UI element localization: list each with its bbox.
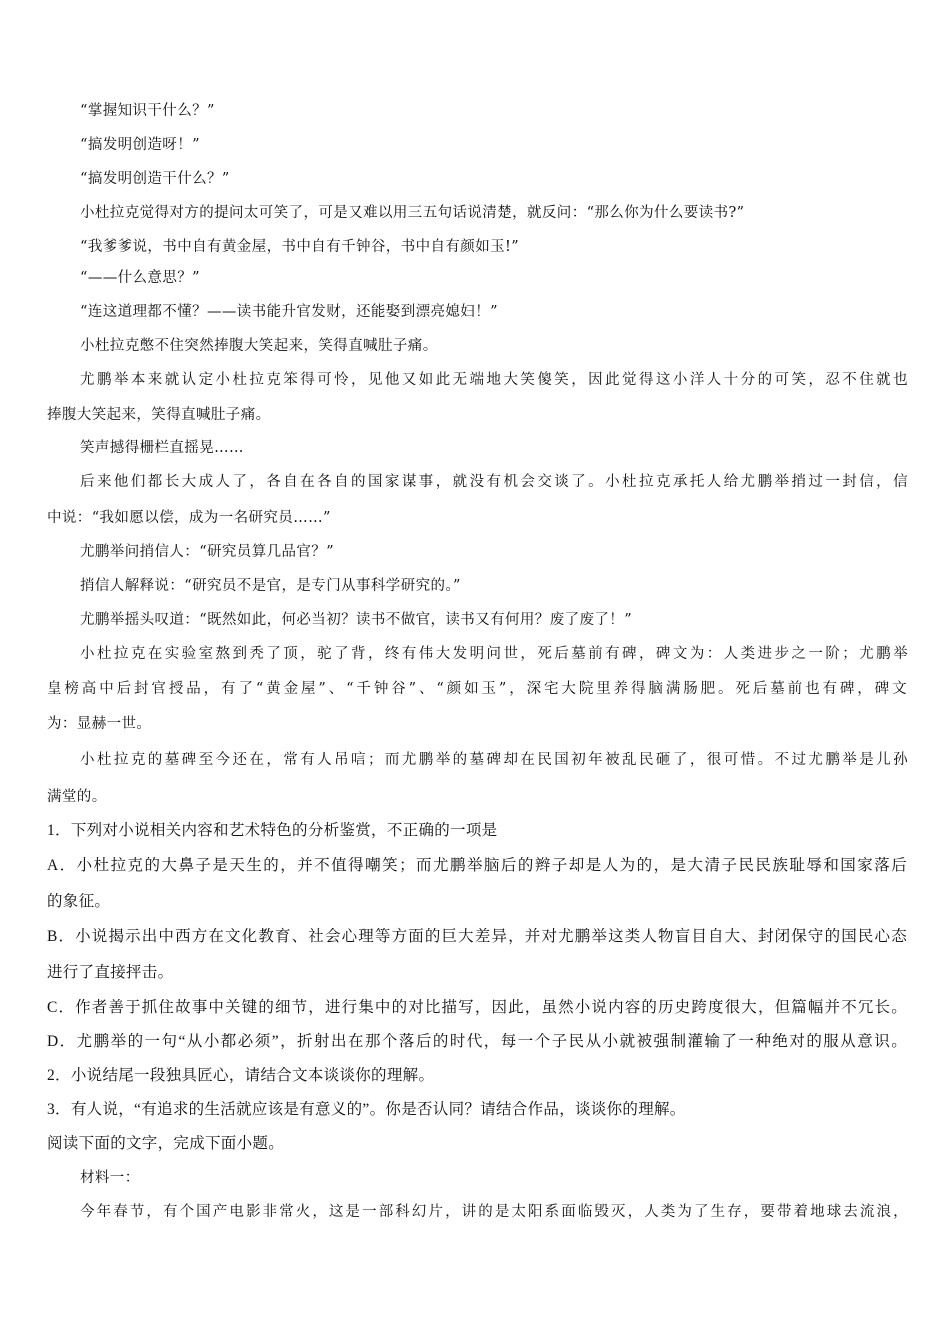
question-3: 3．有人说，“有追求的生活就应该是有意义的”。你是否认同？请结合作品，谈谈你的理解。 (47, 1101, 686, 1118)
option-b-cont: 进行了直接抨击。 (47, 964, 174, 981)
option-d: D．尤鹏举的一句“从小都必须”，折射出在那个落后的时代，每一个子民从小就被强制灌输了一种绝对的服从意识。 (47, 1033, 907, 1050)
option-b: B．小说揭示出中西方在文化教育、社会心理等方面的巨大差异，并对尤鹏举这类人物盲目自大、封闭保守的国民心态 (47, 928, 907, 945)
story-line: “搞发明创造干什么？” (80, 171, 230, 187)
story-line: “——什么意思？” (80, 270, 200, 286)
story-line: “搞发明创造呀！” (80, 137, 200, 153)
story-line: 尤鹏举摇头叹道：“既然如此，何必当初？读书不做官，读书又有何用？废了废了！” (80, 612, 633, 628)
reading-instruction: 阅读下面的文字，完成下面小题。 (47, 1135, 285, 1152)
story-line: 小杜拉克觉得对方的提问太可笑了，可是又难以用三五句话说清楚，就反问：“那么你为什么要读书?” (80, 205, 745, 221)
story-line: 后来他们都长大成人了，各自在各自的国家谋事，就没有机会交谈了。小杜拉克承托人给尤鹏举捎过一封信，信 (80, 474, 908, 490)
option-a-cont: 的象征。 (47, 893, 111, 910)
story-line: 皇榜高中后封官授品，有了“黄金屋”、“千钟谷”、“颜如玉”，深宅大院里养得脑满肠肥。死后墓前也有碑，碑文 (47, 681, 907, 697)
option-c: C．作者善于抓住故事中关键的细节，进行集中的对比描写，因此，虽然小说内容的历史跨度很大，但篇幅并不冗长。 (47, 999, 907, 1016)
question-2: 2．小说结尾一段独具匠心，请结合文本谈谈你的理解。 (47, 1067, 435, 1084)
story-line: 小杜拉克憋不住突然捧腹大笑起来，笑得直喊肚子痛。 (80, 338, 438, 354)
story-line: “掌握知识干什么？” (80, 103, 215, 119)
story-line: 捧腹大笑起来，笑得直喊肚子痛。 (47, 407, 271, 423)
story-line: 中说：“我如愿以偿，成为一名研究员……” (47, 510, 331, 526)
material-label: 材料一： (80, 1170, 140, 1186)
story-line: “我爹爹说，书中自有黄金屋，书中自有千钟谷，书中自有颜如玉!” (80, 239, 520, 255)
story-line: 为：显赫一世。 (47, 716, 152, 732)
story-line: 小杜拉克在实验室熬到秃了顶，驼了背，终有伟大发明问世，死后墓前有碑，碑文为：人类进步之一阶；尤鹏举 (80, 646, 908, 662)
story-line: 尤鹏举本来就认定小杜拉克笨得可怜，见他又如此无端地大笑傻笑，因此觉得这小洋人十分的可笑，忍不住就也 (80, 372, 908, 388)
option-a: A．小杜拉克的大鼻子是天生的，并不值得嘲笑；而尤鹏举脑后的辫子却是人为的，是大清子民民族耻辱和国家落后 (47, 857, 907, 874)
story-line: 尤鹏举问捎信人：“研究员算几品官？” (80, 544, 335, 560)
story-line: 小杜拉克的墓碑至今还在，常有人吊唁；而尤鹏举的墓碑却在民国初年被乱民砸了，很可惜。不过尤鹏举是儿孙 (80, 752, 908, 768)
question-1: 1．下列对小说相关内容和艺术特色的分析鉴赏，不正确的一项是 (47, 822, 498, 839)
story-line: 满堂的。 (47, 789, 107, 805)
material-text: 今年春节，有个国产电影非常火，这是一部科幻片，讲的是太阳系面临毁灭，人类为了生存，要带着地球去流浪， (80, 1204, 908, 1220)
story-line: “连这道理都不懂？——读书能升官发财，还能娶到漂亮媳妇！” (80, 304, 498, 320)
story-line: 笑声撼得栅栏直摇晃…… (80, 440, 244, 456)
story-line: 捎信人解释说：“研究员不是官，是专门从事科学研究的。” (80, 578, 461, 594)
